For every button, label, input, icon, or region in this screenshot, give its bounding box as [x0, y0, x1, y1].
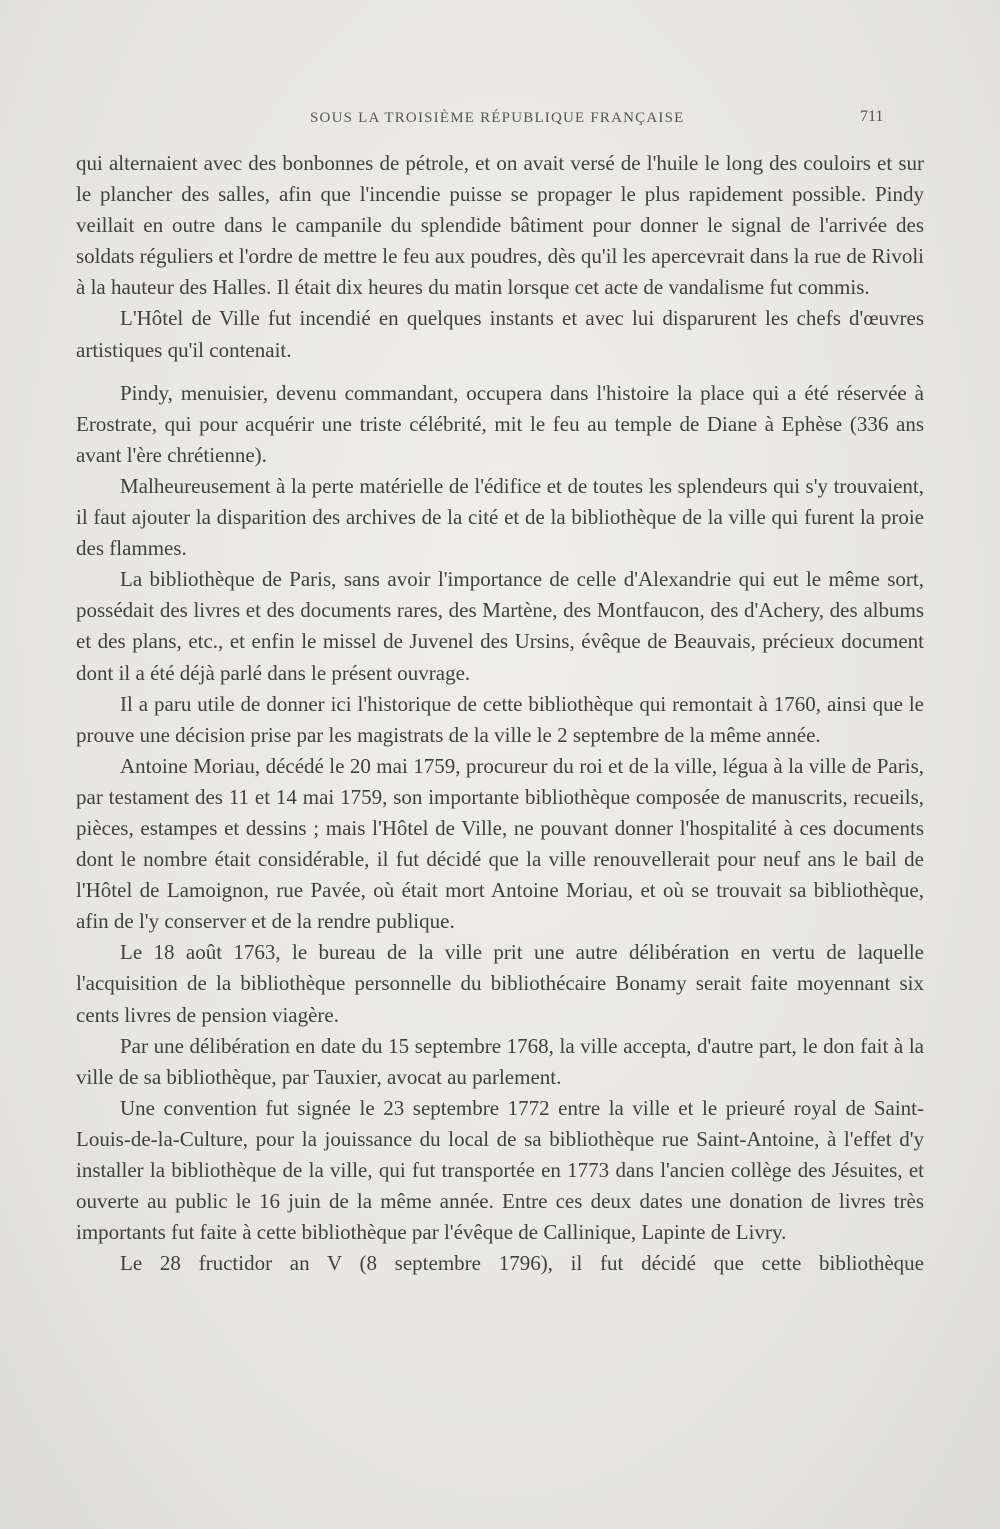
paragraph: Le 18 août 1763, le bureau de la ville prit une autre délibération en vertu de laquelle l'acquisition de la bibliothèque personnelle du bibliothécaire Bonamy serait faite moyennant six cents livres de pension viagère.: [76, 940, 924, 1027]
paragraph-continuation: qui alternaient avec des bonbonnes de pétrole, et on avait versé de l'huile le long des couloirs et sur le plancher des salles, afin que l'incendie puisse se propager le plus rapidement possible. Pindy veillait en outre dans le campanile du splendide bâtiment pour donner le signal de l'arrivée des soldats réguliers et l'ordre de mettre le feu aux poudres, dès qu'il les apercevrait dans la rue de Rivoli à la hauteur des Halles. Il était dix heures du matin lorsque cet acte de vandalisme fut commis.: [76, 151, 924, 300]
paragraph: L'Hôtel de Ville fut incendié en quelques instants et avec lui disparurent les chefs d'œuvres artistiques qu'il contenait.: [76, 306, 924, 362]
running-title: SOUS LA TROISIÈME RÉPUBLIQUE FRANÇAISE: [310, 110, 685, 126]
page-number: 711: [860, 108, 884, 125]
body-text: [76, 148, 924, 1279]
running-header: [0, 110, 1000, 134]
paragraph: Il a paru utile de donner ici l'historique de cette bibliothèque qui remontait à 1760, ainsi que le prouve une décision prise par les magistrats de la ville le 2 septembre de la même année.: [76, 691, 924, 747]
paragraph: La bibliothèque de Paris, sans avoir l'importance de celle d'Alexandrie qui eut le même sort, possédait des livres et des documents rares, des Martène, des Montfaucon, des d'Achery, des albums et des plans, etc., et enfin le missel de Juvenel des Ursins, évêque de Beauvais, précieux document dont il a été déjà parlé dans le présent ouvrage.: [76, 567, 924, 685]
paragraph-continues: Le 28 fructidor an V (8 septembre 1796), il fut décidé que cette bibliothèque: [120, 1251, 924, 1276]
paragraph: Malheureusement à la perte matérielle de l'édifice et de toutes les splendeurs qui s'y trouvaient, il faut ajouter la disparition des archives de la cité et de la bibliothèque de la ville qui furent la proie des flammes.: [76, 473, 924, 561]
paragraph: Pindy, menuisier, devenu commandant, occupera dans l'histoire la place qui a été réservée à Erostrate, qui pour acquérir une triste célébrité, mit le feu au temple de Diane à Ephèse (336 ans avant l'ère chrétienne).: [76, 380, 924, 467]
paragraph: Une convention fut signée le 23 septembre 1772 entre la ville et le prieuré royal de Saint-Louis-de-la-Culture, pour la jouissance du local de sa bibliothèque rue Saint-Antoine, à l'effet d'y installer la bibliothèque de la ville, qui fut transportée en 1773 dans l'ancien collège des Jésuites, et ouverte au public le 16 juin de la même année. Entre ces deux dates une donation de livres très importants fut faite à cette bibliothèque par l'évêque de Callinique, Lapinte de Livry.: [76, 1095, 924, 1245]
paragraph: Par une délibération en date du 15 septembre 1768, la ville accepta, d'autre part, le don fait à la ville de sa bibliothèque, par Tauxier, avocat au parlement.: [76, 1033, 924, 1089]
paragraph: Antoine Moriau, décédé le 20 mai 1759, procureur du roi et de la ville, légua à la ville de Paris, par testament des 11 et 14 mai 1759, son importante bibliothèque composée de manuscrits, recueils, pièces, estampes et dessins ; mais l'Hôtel de Ville, ne pouvant donner l'hospitalité à ces documents dont le nombre était considérable, il fut décidé que la ville renouvellerait pour neuf ans le bail de l'Hôtel de Lamoignon, rue Pavée, où était mort Antoine Moriau, et où se trouvait sa bibliothèque, afin de l'y conserver et de la rendre publique.: [76, 753, 924, 934]
